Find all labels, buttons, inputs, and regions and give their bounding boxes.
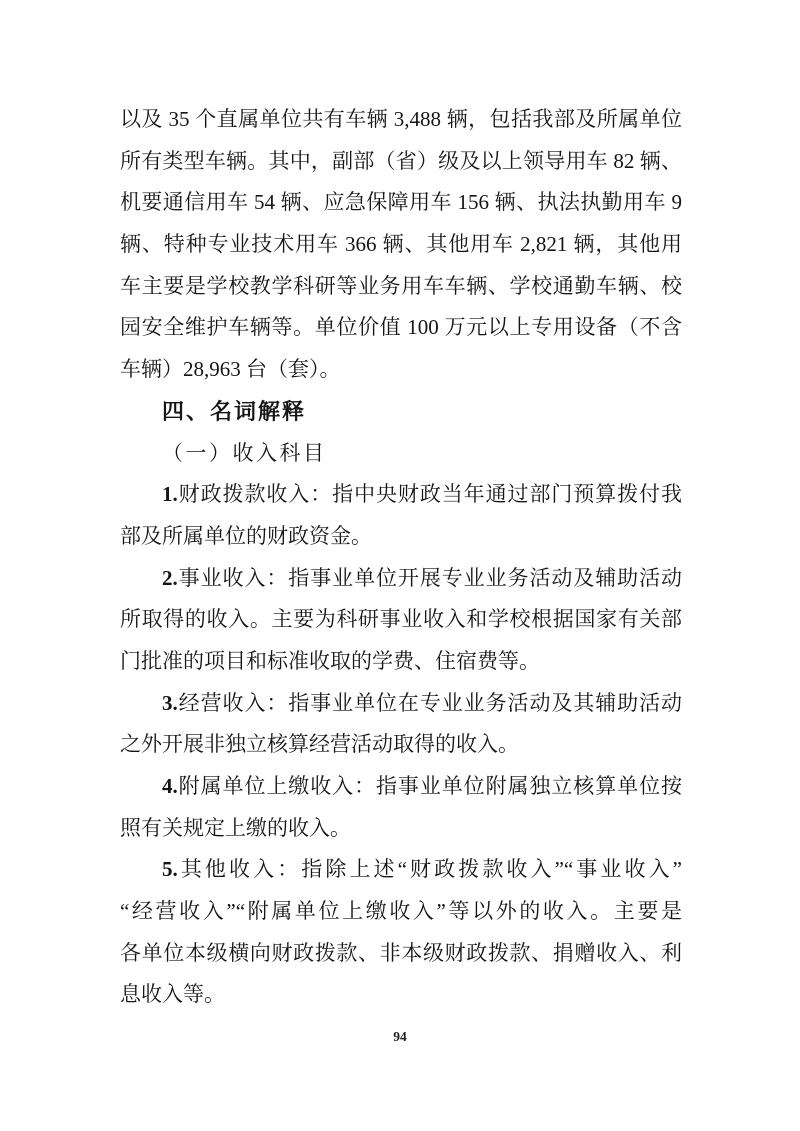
text-line bbox=[120, 474, 682, 516]
text-line bbox=[120, 349, 682, 391]
list-number: 4. bbox=[162, 774, 178, 798]
text-line bbox=[120, 224, 682, 266]
section-heading bbox=[120, 433, 682, 475]
line-text: 部及所属单位的财政资金。 bbox=[120, 523, 372, 548]
document-body bbox=[120, 99, 682, 1016]
text-line bbox=[120, 808, 682, 850]
line-text: 其他收入：指除上述“财政拨款收入”“事业收入” bbox=[177, 857, 682, 882]
line-text: 各单位本级横向财政拨款、非本级财政拨款、捐赠收入、利 bbox=[120, 940, 682, 965]
text-line bbox=[120, 266, 682, 308]
line-text: 车辆）28,963 台（套）。 bbox=[120, 357, 341, 382]
text-line bbox=[120, 641, 682, 683]
line-text: 所取得的收入。主要为科研事业收入和学校根据国家有关部 bbox=[120, 607, 682, 632]
line-text: 以及 35 个直属单位共有车辆 3,488 辆，包括我部及所属单位 bbox=[120, 107, 682, 131]
text-line bbox=[120, 558, 682, 600]
list-number: 1. bbox=[162, 482, 178, 507]
line-text: 事业收入：指事业单位开展专业业务活动及辅助活动 bbox=[177, 565, 682, 590]
text-line bbox=[120, 849, 682, 891]
line-text: 照有关规定上缴的收入。 bbox=[120, 815, 351, 840]
line-text: 辆、特种专业技术用车 366 辆、其他用车 2,821 辆，其他用 bbox=[120, 232, 682, 257]
text-line bbox=[120, 99, 682, 141]
text-line bbox=[120, 683, 682, 725]
text-line bbox=[120, 307, 682, 349]
line-text: 财政拨款收入：指中央财政当年通过部门预算拨付我 bbox=[177, 482, 682, 507]
text-line bbox=[120, 516, 682, 558]
text-line bbox=[120, 933, 682, 975]
text-line bbox=[120, 766, 682, 808]
text-line bbox=[120, 599, 682, 641]
line-text: 门批准的项目和标准收取的学费、住宿费等。 bbox=[120, 648, 540, 673]
list-number: 5. bbox=[162, 857, 178, 882]
line-text: 园安全维护车辆等。单位价值 100 万元以上专用设备（不含 bbox=[120, 315, 682, 340]
line-text: 机要通信用车 54 辆、应急保障用车 156 辆、执法执勤用车 9 bbox=[120, 190, 682, 215]
page-number: 94 bbox=[393, 1029, 407, 1044]
section-heading bbox=[120, 391, 682, 433]
line-text: 经营收入：指事业单位在专业业务活动及其辅助活动 bbox=[177, 690, 682, 715]
line-text: 附属单位上缴收入：指事业单位附属独立核算单位按 bbox=[177, 774, 682, 798]
line-text: 四、名词解释 bbox=[162, 398, 307, 424]
text-line bbox=[120, 974, 682, 1016]
line-text: 息收入等。 bbox=[120, 982, 225, 1007]
line-text: 所有类型车辆。其中，副部（省）级及以上领导用车 82 辆、 bbox=[120, 148, 682, 173]
text-line bbox=[120, 182, 682, 224]
list-number: 3. bbox=[162, 690, 178, 715]
text-line bbox=[120, 724, 682, 766]
line-text: “经营收入”“附属单位上缴收入”等以外的收入。主要是 bbox=[120, 899, 682, 924]
line-text: （一）收入科目 bbox=[162, 440, 327, 465]
line-text: 车主要是学校教学科研等业务用车车辆、学校通勤车辆、校 bbox=[120, 273, 682, 298]
list-number: 2. bbox=[162, 565, 178, 590]
line-text: 之外开展非独立核算经营活动取得的收入。 bbox=[120, 732, 519, 757]
text-line bbox=[120, 891, 682, 933]
text-line bbox=[120, 141, 682, 183]
